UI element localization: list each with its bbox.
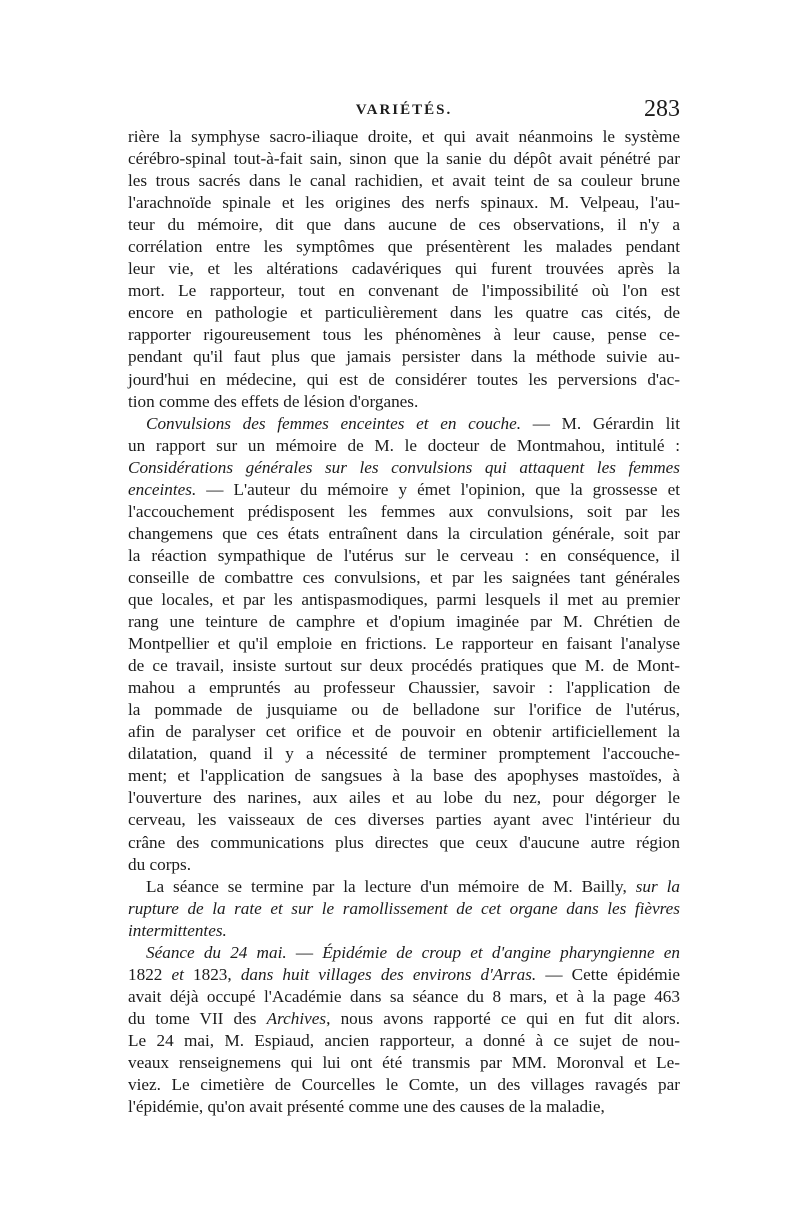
text-line [128, 457, 680, 479]
text-line [128, 920, 680, 942]
text-line [128, 721, 680, 743]
paragraph-p2 [128, 413, 680, 876]
text-span: , nous avons rapporté ce qui en fut dit alors. [326, 1008, 681, 1028]
text-span: — Cette épidémie [536, 964, 681, 984]
text-span: crâne des communications plus directes que ceux d'aucune autre région [128, 832, 680, 852]
text-line [128, 236, 680, 258]
italic-text: dans huit villages des environs d'Arras. [240, 964, 537, 984]
text-span: Montpellier et qu'il emploie en frictions. Le rapporteur en faisant l'analyse [128, 634, 680, 654]
text-span: tion comme des effets de lésion d'organes. [128, 391, 419, 411]
text-line [128, 699, 680, 721]
text-span: que locales, et par les antispasmodiques, parmi lesquels il met au premier [128, 589, 680, 609]
italic-text: intermittentes. [128, 920, 227, 940]
text-line [128, 787, 680, 809]
text-line [128, 633, 680, 655]
text-line [128, 501, 680, 523]
text-span: corrélation entre les symptômes que présentèrent les malades pendant [128, 237, 680, 257]
text-span: mort. Le rapporteur, tout en convenant de l'impossibilité où l'on est [128, 281, 680, 301]
text-span: — [286, 942, 323, 962]
text-line [128, 126, 680, 148]
text-span: conseille de combattre ces convulsions, et par les saignées tant générales [128, 567, 680, 587]
text-line [128, 832, 680, 854]
text-line [128, 809, 680, 831]
text-span: cérébro-spinal tout-à-fait sain, sinon que la sanie du dépôt avait pénétré par [128, 149, 680, 169]
text-line [128, 942, 680, 964]
text-line [128, 258, 680, 280]
text-span: du tome VII des [128, 1008, 267, 1028]
text-line [128, 148, 680, 170]
text-line [128, 1052, 680, 1074]
text-line [128, 567, 680, 589]
text-span: de ce travail, insiste surtout sur deux procédés pratiques que M. de Mont- [128, 656, 680, 676]
text-span: viez. Le cimetière de Courcelles le Comte, un des villages ravagés par [128, 1075, 680, 1095]
text-span: 1823, [183, 964, 241, 984]
text-line [128, 964, 680, 986]
text-span: veaux renseignemens qui lui ont été transmis par MM. Moronval et Le- [128, 1052, 680, 1072]
text-span: teur du mémoire, dit que dans aucune de ces observations, il n'y a [128, 215, 680, 235]
text-span: rière la symphyse sacro-iliaque droite, et qui avait néanmoins le système [128, 127, 680, 146]
text-span: jourd'hui en médecine, qui est de considérer toutes les perversions d'ac- [128, 369, 680, 389]
text-span: l'accouchement prédisposent les femmes aux convulsions, soit par les [128, 501, 680, 521]
italic-text: sur la [635, 876, 680, 896]
text-line [128, 413, 680, 435]
text-line [128, 435, 680, 457]
italic-text: enceintes. [128, 479, 197, 499]
text-line [128, 876, 680, 898]
text-line [128, 986, 680, 1008]
italic-text: Considérations générales sur les convulsions qui attaquent les femmes [128, 457, 680, 477]
text-span: un rapport sur un mémoire de M. le docteur de Montmahou, intitulé : [128, 435, 680, 455]
running-head: VARIÉTÉS. [355, 102, 453, 118]
italic-text: Archives [266, 1008, 327, 1028]
text-line [128, 677, 680, 699]
italic-text: Épidémie de croup et d'angine pharyngienne en [322, 942, 680, 962]
text-line [128, 1030, 680, 1052]
text-line [128, 302, 680, 324]
text-line [128, 1008, 680, 1030]
paragraph-p4 [128, 942, 680, 1118]
text-line [128, 214, 680, 236]
text-span: La séance se termine par la lecture d'un mémoire de M. Bailly, [146, 876, 636, 896]
italic-text: et [171, 964, 184, 984]
text-line [128, 280, 680, 302]
paragraph-p1 [128, 126, 680, 413]
body-text [128, 126, 680, 1118]
text-span: — L'auteur du mémoire y émet l'opinion, que la grossesse et [196, 479, 680, 499]
text-span: l'épidémie, qu'on avait présenté comme une des causes de la maladie, [128, 1097, 605, 1117]
text-span: la pommade de jusquiame ou de belladone sur l'orifice de l'utérus, [128, 700, 680, 720]
text-line [128, 655, 680, 677]
text-span: ment; et l'application de sangsues à la base des apophyses mastoïdes, à [128, 766, 680, 786]
text-line [128, 192, 680, 214]
text-span: changemens que ces états entraînent dans la circulation générale, soit par [128, 523, 680, 543]
text-span: rang une teinture de camphre et d'opium imaginée par M. Chrétien de [128, 612, 680, 632]
text-span: dilatation, quand il y a nécessité de terminer promptement l'accouche- [128, 744, 680, 764]
text-span: l'ouverture des narines, aux ailes et au lobe du nez, pour dégorger le [128, 788, 680, 808]
text-span: encore en pathologie et particulièrement dans les quatre cas cités, de [128, 303, 680, 323]
text-line [128, 479, 680, 501]
text-span: — M. Gérardin lit [521, 413, 680, 433]
page-number: 283 [644, 96, 680, 122]
text-line [128, 898, 680, 920]
text-span: rapporter rigoureusement tous les phénomènes à leur cause, pense ce- [128, 325, 680, 345]
text-span: 1822 [128, 964, 172, 984]
text-line [128, 1074, 680, 1096]
text-line [128, 170, 680, 192]
text-span: avait déjà occupé l'Académie dans sa séance du 8 mars, et à la page 463 [128, 986, 680, 1006]
text-span: du corps. [128, 854, 192, 874]
text-line [128, 523, 680, 545]
text-line [128, 611, 680, 633]
text-span: leur vie, et les altérations cadavériques qui furent trouvées après la [128, 259, 680, 279]
text-span: mahou a empruntés au professeur Chaussier, savoir : l'application de [128, 678, 680, 698]
text-span: les trous sacrés dans le canal rachidien, et avait teint de sa couleur brune [128, 171, 680, 191]
text-line [128, 391, 680, 413]
text-line [128, 589, 680, 611]
italic-text: Convulsions des femmes enceintes et en couche. [146, 413, 522, 433]
italic-text: Séance du 24 mai. [146, 942, 287, 962]
text-line [128, 369, 680, 391]
text-span: Le 24 mai, M. Espiaud, ancien rapporteur, a donné à ce sujet de nou- [128, 1030, 680, 1050]
text-line [128, 545, 680, 567]
text-line [128, 1096, 680, 1118]
text-span: pendant qu'il faut plus que jamais persister dans la méthode suivie au- [128, 347, 680, 367]
text-span: la réaction sympathique de l'utérus sur le cerveau : en conséquence, il [128, 545, 680, 565]
italic-text: rupture de la rate et sur le ramollissement de cet organe dans les fièvres [128, 898, 680, 918]
text-line [128, 743, 680, 765]
text-span: afin de paralyser cet orifice et de pouvoir en obtenir artificiellement la [128, 722, 680, 742]
text-line [128, 765, 680, 787]
text-span: l'arachnoïde spinale et les origines des nerfs spinaux. M. Velpeau, l'au- [128, 193, 680, 213]
text-span: cerveau, les vaisseaux de ces diverses parties ayant avec l'intérieur du [128, 810, 680, 830]
text-line [128, 346, 680, 368]
text-line [128, 324, 680, 346]
paragraph-p3 [128, 876, 680, 942]
text-line [128, 854, 680, 876]
